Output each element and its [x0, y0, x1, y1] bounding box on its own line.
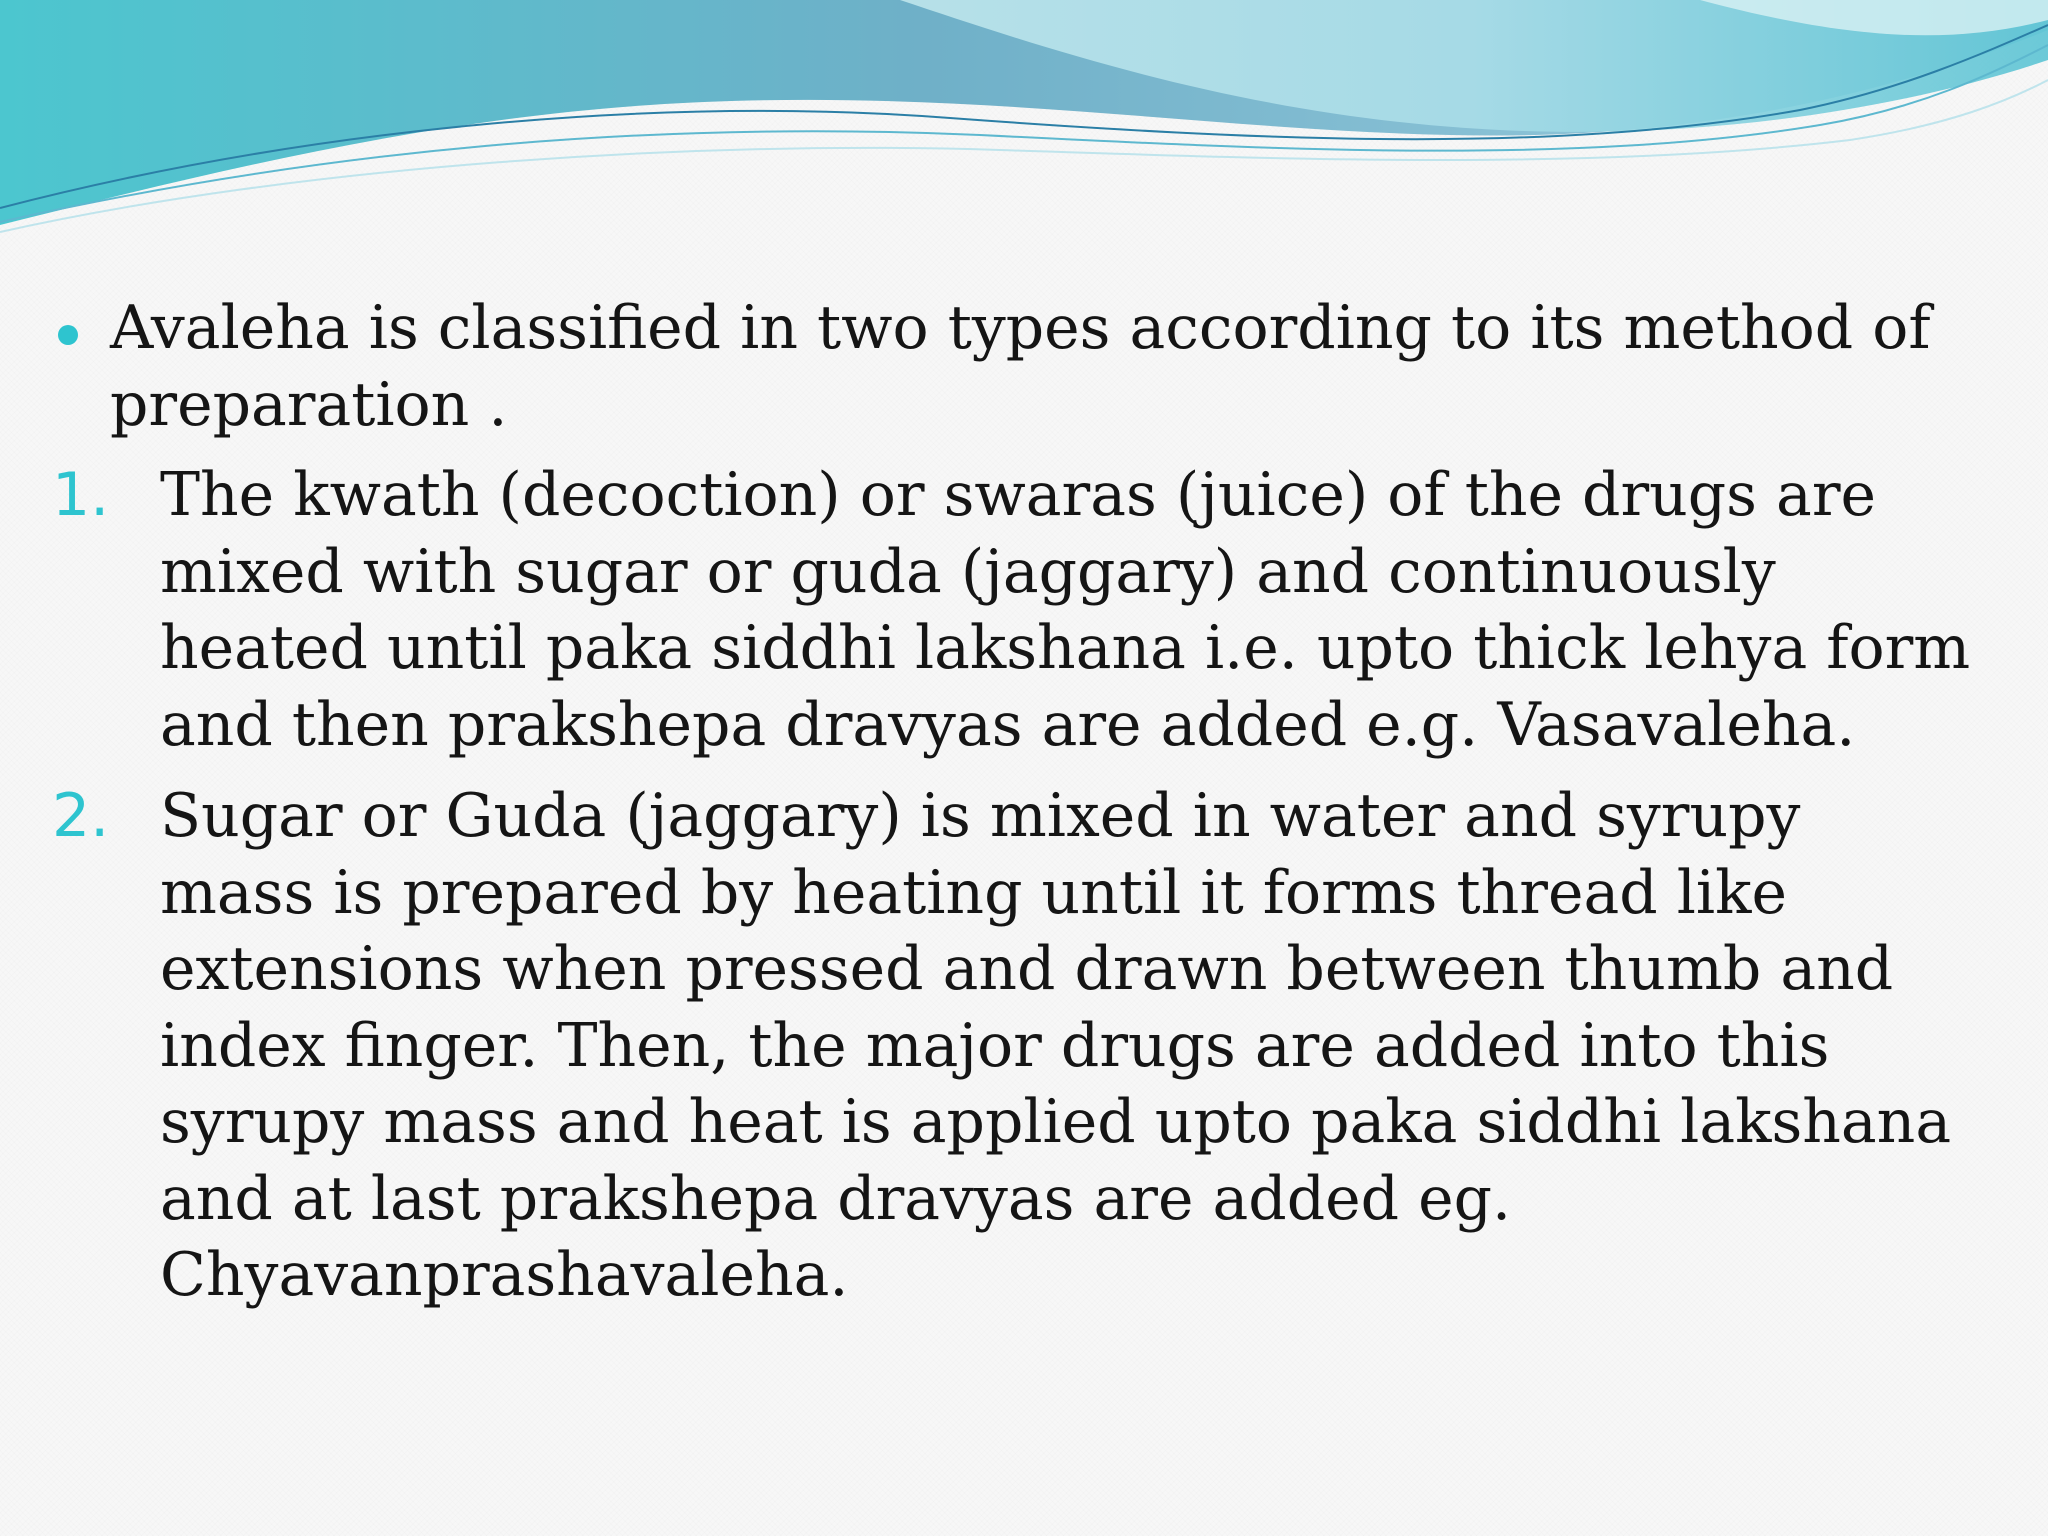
text-line: index finger. Then, the major drugs are added into this	[160, 1010, 1830, 1081]
list-item	[160, 457, 1970, 763]
text-line: The kwath (decoction) or swaras (juice) of the drugs are	[160, 460, 1877, 530]
text-line: and at last prakshepa dravyas are added eg.	[160, 1163, 1512, 1234]
header-wave-decoration	[0, 0, 2048, 240]
list-number: 1.	[52, 460, 110, 530]
text-line: Chyavanprashavaleha.	[160, 1240, 849, 1310]
text-line: mass is prepared by heating until it forms thread like	[160, 857, 1787, 928]
text-line: and then prakshepa dravyas are added e.g. Vasavaleha.	[160, 689, 1856, 760]
slide-body	[0, 290, 2048, 1390]
text-line: Sugar or Guda (jaggary) is mixed in water and syrupy	[160, 781, 1801, 851]
list-number: 2.	[52, 781, 110, 851]
text-line: extensions when pressed and drawn between thumb and	[160, 934, 1894, 1004]
text-line: mixed with sugar or guda (jaggary) and continuously	[160, 536, 1776, 607]
text-line: Avaleha is classified in two types according to its method of	[110, 293, 1931, 363]
text-line: preparation .	[110, 369, 508, 440]
list-item	[160, 778, 1951, 1314]
text-line: heated until paka siddhi lakshana i.e. upto thick lehya form	[160, 613, 1971, 683]
bullet-dot-icon	[58, 325, 78, 345]
bullet-paragraph	[110, 290, 1931, 443]
text-line: syrupy mass and heat is applied upto paka siddhi lakshana	[160, 1087, 1952, 1157]
